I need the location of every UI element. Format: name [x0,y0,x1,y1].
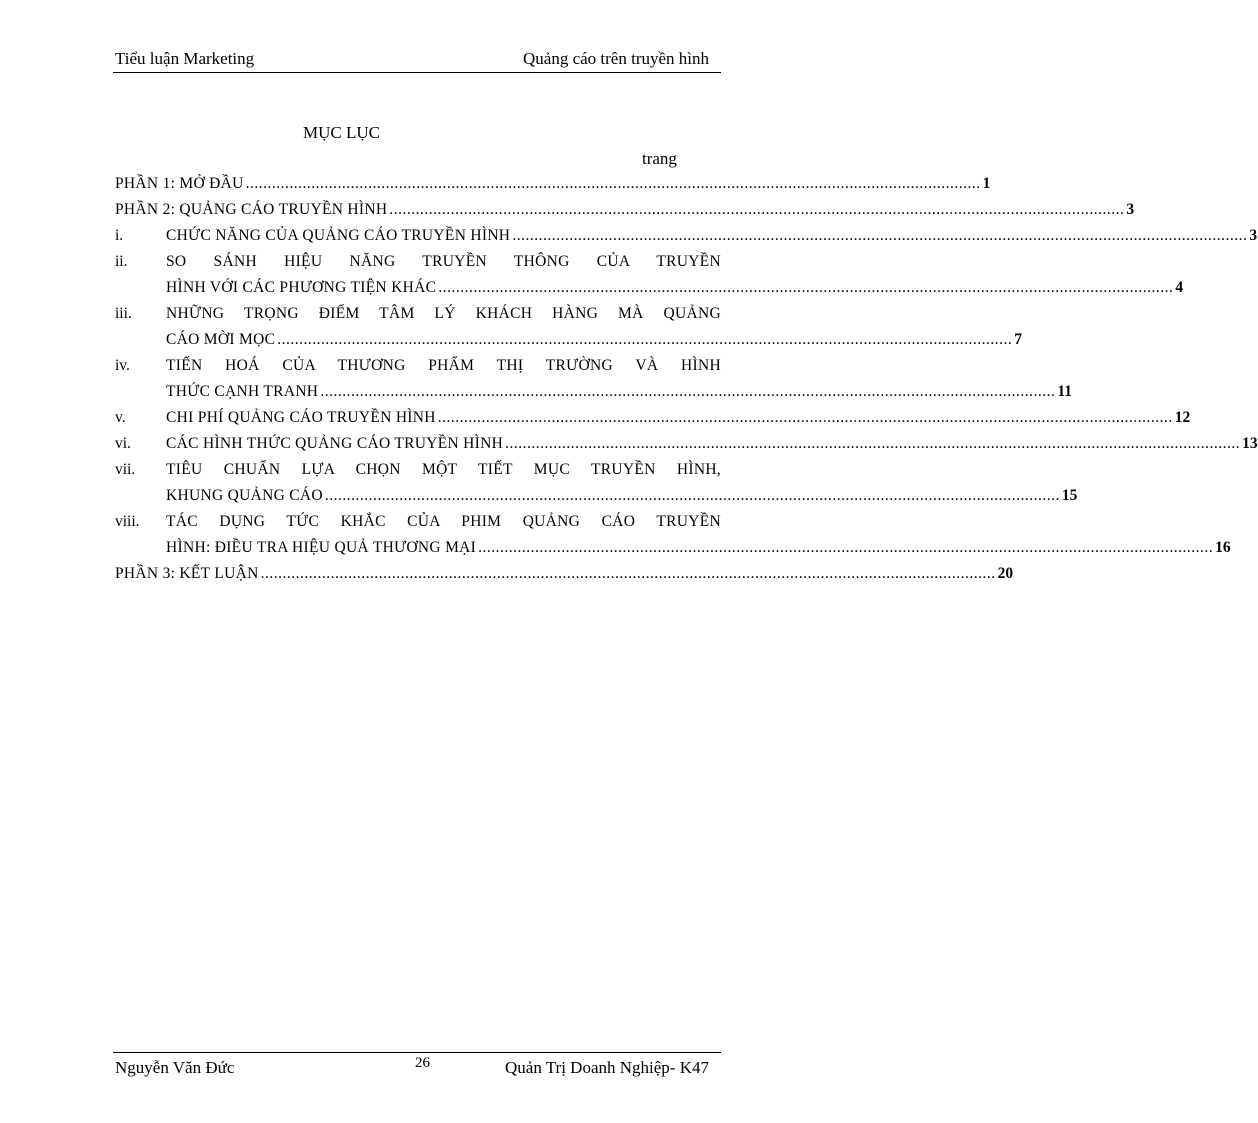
dot-leader: ........................................................................................................................................................................ [389,201,1125,218]
toc-entry-page: 3 [1249,227,1258,244]
header-right-title: Quảng cáo trên truyền hình [523,49,709,68]
toc-entry-text: THỨC CẠNH TRANH [166,383,319,400]
toc-entry-part-3[interactable] [115,561,1014,587]
toc-entry-viii[interactable] [115,509,1231,561]
dot-leader: ........................................................................................................................................................................ [324,487,1060,504]
footer-page-number: 26 [415,1055,430,1071]
toc-entry-number: iv. [115,357,130,374]
toc-entry-page: 3 [1126,201,1135,218]
toc-entry-page: 16 [1215,539,1231,556]
toc-entry-text: HÌNH: ĐIỀU TRA HIỆU QUẢ THƯƠNG MẠI [166,539,477,556]
toc-entry-number: vii. [115,461,136,478]
toc-entry-text: CHỨC NĂNG CỦA QUẢNG CÁO TRUYỀN HÌNH [166,227,511,244]
toc-entry-ii[interactable] [115,249,1184,301]
dot-leader: ........................................................................................................................................................................ [437,409,1173,426]
toc-entry-text: PHẦN 2: QUẢNG CÁO TRUYỀN HÌNH [115,201,388,218]
toc-entry-text-line1: NHỮNG TRỌNG ĐIỂM TÂM LÝ KHÁCH HÀNG MÀ QUẢNG [166,305,721,322]
toc-entry-number: v. [115,409,126,426]
toc-entry-vii[interactable] [115,457,1078,509]
toc-entry-text: HÌNH VỚI CÁC PHƯƠNG TIỆN KHÁC [166,279,437,296]
toc-entry-text-line1: SO SÁNH HIỆU NĂNG TRUYỀN THÔNG CỦA TRUYỀN [166,253,721,270]
toc-page-column-label: trang [642,149,677,168]
dot-leader: ........................................................................................................................................................................ [478,539,1214,556]
toc-entry-number: iii. [115,305,132,322]
toc-entry-number: ii. [115,253,128,270]
dot-leader: ........................................................................................................................................................................ [245,175,981,192]
toc-entry-page: 15 [1061,487,1078,504]
toc-entry-page: 11 [1057,383,1072,400]
header-left-title: Tiểu luận Marketing [115,49,255,68]
toc-entry-text: CÁC HÌNH THỨC QUẢNG CÁO TRUYỀN HÌNH [166,435,504,452]
toc-entry-page: 1 [982,175,991,192]
table-of-contents [115,171,1258,587]
toc-entry-i[interactable] [115,223,1258,249]
toc-entry-text: CÁO MỜI MỌC [166,331,276,348]
toc-entry-page: 20 [997,565,1014,582]
toc-entry-iii[interactable] [115,301,1022,353]
footer-course: Quản Trị Doanh Nghiệp- K47 [505,1058,709,1077]
dot-leader: ........................................................................................................................................................................ [260,565,996,582]
dot-leader: ........................................................................................................................................................................ [277,331,1013,348]
toc-entry-number: vi. [115,435,131,452]
toc-entry-text: PHẦN 3: KẾT LUẬN [115,565,259,582]
page-footer [113,1052,721,1079]
toc-entry-v[interactable] [115,405,1191,431]
toc-entry-page: 4 [1175,279,1184,296]
toc-entry-part-1[interactable] [115,171,991,197]
footer-author: Nguyễn Văn Đức [115,1058,235,1077]
dot-leader: ........................................................................................................................................................................ [320,383,1056,400]
toc-entry-number: i. [115,227,124,244]
page-header [113,48,721,73]
toc-entry-text: KHUNG QUẢNG CÁO [166,487,323,504]
toc-entry-page: 13 [1242,435,1258,452]
toc-entry-page: 7 [1014,331,1022,348]
toc-entry-number: viii. [115,513,140,530]
dot-leader: ........................................................................................................................................................................ [438,279,1174,296]
dot-leader: ........................................................................................................................................................................ [512,227,1248,244]
toc-entry-text: CHI PHÍ QUẢNG CÁO TRUYỀN HÌNH [166,409,436,426]
toc-entry-text-line1: TIẾN HOÁ CỦA THƯƠNG PHẨM THỊ TRƯỜNG VÀ HÌNH [166,357,721,374]
toc-entry-text-line1: TÁC DỤNG TỨC KHẮC CỦA PHIM QUẢNG CÁO TRUYỀN [166,513,721,530]
toc-entry-iv[interactable] [115,353,1072,405]
toc-entry-text: PHẦN 1: MỞ ĐẦU [115,175,244,192]
toc-title: MỤC LỤC [303,123,380,142]
toc-entry-text-line1: TIÊU CHUẨN LỰA CHỌN MỘT TIẾT MỤC TRUYỀN HÌNH, [166,461,721,478]
dot-leader: ........................................................................................................................................................................ [505,435,1241,452]
toc-entry-vi[interactable] [115,431,1258,457]
toc-entry-part-2[interactable] [115,197,1135,223]
toc-entry-page: 12 [1174,409,1191,426]
